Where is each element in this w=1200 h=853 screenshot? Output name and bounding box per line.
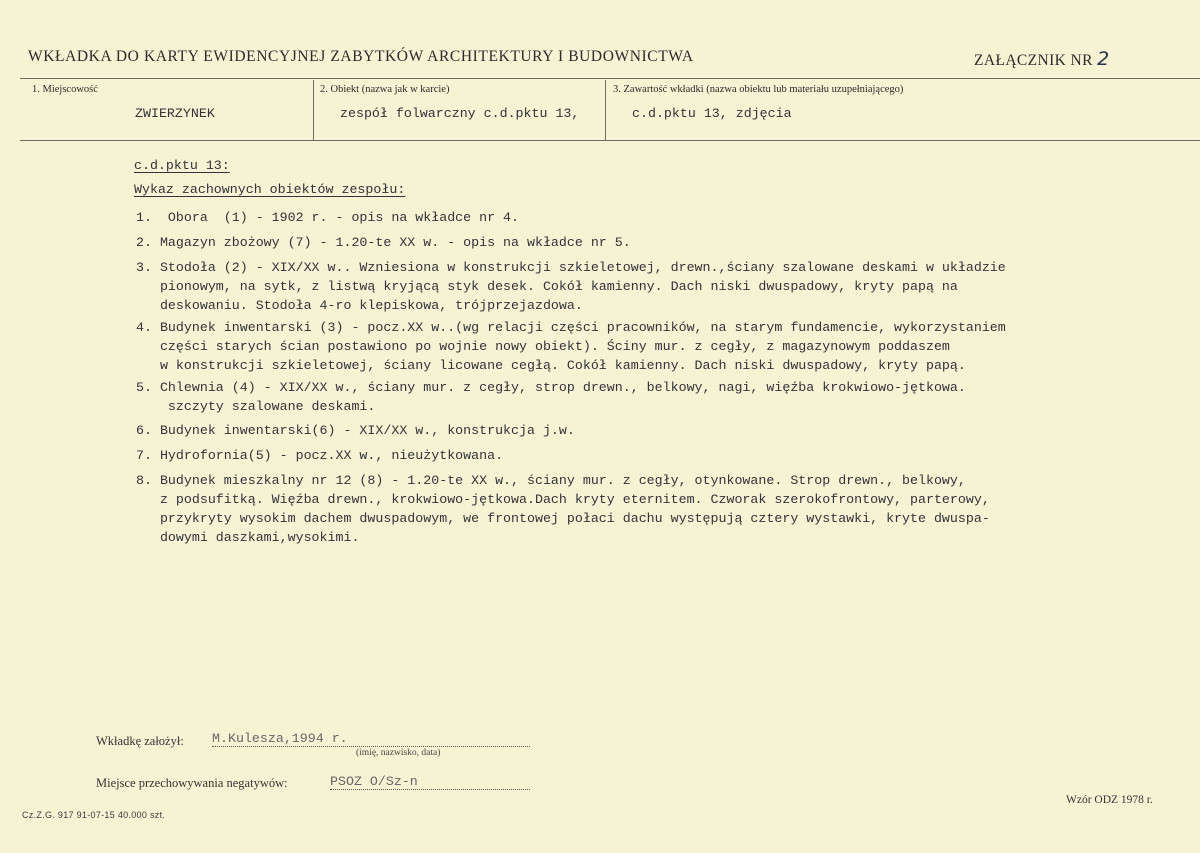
list-item-line: z podsufitką. Więźba drewn., krokwiowo-jętkowa.Dach kryty eternitem. Czworak szerokofrontowy, parterowy, <box>136 492 990 507</box>
founder-value: M.Kulesza,1994 r. <box>212 731 530 747</box>
list-item-line: deskowaniu. Stodoła 4-ro klepiskowa, trójprzejazdowa. <box>136 298 583 313</box>
form-model: Wzór ODZ 1978 r. <box>1066 794 1153 806</box>
list-item-line: 2. Magazyn zbożowy (7) - 1.20-te XX w. - opis na wkładce nr 5. <box>136 235 631 250</box>
list-item-8 <box>136 471 990 547</box>
object-label: 2. Obiekt (nazwa jak w karcie) <box>320 84 450 95</box>
list-item-7 <box>136 446 503 465</box>
list-item-line: przykryty wysokim dachem dwuspadowym, we frontowej połaci dachu występują cztery wystawki, kryte dwuspa- <box>136 511 990 526</box>
list-item-2 <box>136 233 631 252</box>
locality-label: 1. Miejscowość <box>32 84 98 95</box>
table-bottom-rule <box>20 140 1200 141</box>
list-item-1 <box>136 208 519 227</box>
list-heading: Wykaz zachownych obiektów zespołu: <box>134 182 406 197</box>
list-item-line: pionowym, na sytk, z listwą kryjącą styk desek. Cokół kamienny. Dach niski dwuspadowy, kryty papą na <box>136 279 958 294</box>
table-top-rule <box>20 78 1200 79</box>
contents-label: 3. Zawartość wkładki (nazwa obiektu lub materiału uzupełniającego) <box>613 84 904 95</box>
list-item-line: w konstrukcji szkieletowej, ściany licowane cegłą. Cokół kamienny. Dach niski dwuspadowy, kryty papą. <box>136 358 966 373</box>
list-item-line: 7. Hydrofornia(5) - pocz.XX w., nieużytkowana. <box>136 448 504 463</box>
attachment-label: ZAŁĄCZNIK NR <box>974 52 1093 69</box>
list-item-6 <box>136 421 575 440</box>
list-item-5 <box>136 378 966 416</box>
locality-value: ZWIERZYNEK <box>135 106 215 121</box>
list-item-line: 4. Budynek inwentarski (3) - pocz.XX w..(wg relacji części pracowników, na starym fundamencie, wykorzystaniem <box>136 320 1006 335</box>
object-value: zespół folwarczny c.d.pktu 13, <box>340 106 580 121</box>
list-item-line: dowymi daszkami,wysokimi. <box>136 530 360 545</box>
founder-caption: (imię, nazwisko, data) <box>356 748 441 758</box>
list-item-line: szczyty szalowane deskami. <box>136 399 376 414</box>
print-code: Cz.Z.G. 917 91-07-15 40.000 szt. <box>22 810 166 820</box>
list-item-3 <box>136 258 1006 315</box>
list-item-line: 6. Budynek inwentarski(6) - XIX/XX w., konstrukcja j.w. <box>136 423 575 438</box>
list-item-line: 1. Obora (1) - 1902 r. - opis na wkładce nr 4. <box>136 210 520 225</box>
attachment-number: 2 <box>1097 48 1110 70</box>
form-title: WKŁADKA DO KARTY EWIDENCYJNEJ ZABYTKÓW ARCHITEKTURY I BUDOWNICTWA <box>28 48 694 65</box>
table-divider-1 <box>313 80 314 140</box>
founder-label: Wkładkę założył: <box>96 734 184 748</box>
negatives-label: Miejsce przechowywania negatywów: <box>96 776 288 790</box>
section-heading: c.d.pktu 13: <box>134 158 230 173</box>
attachment-number-label <box>974 48 1110 70</box>
list-item-4 <box>136 318 1006 375</box>
table-divider-2 <box>605 80 606 140</box>
contents-value: c.d.pktu 13, zdjęcia <box>632 106 792 121</box>
negatives-value: PSOZ O/Sz-n <box>330 774 530 790</box>
list-item-line: części starych ścian postawiono po wojnie nowy obiekt). Ściny mur. z cegły, z magazynowym poddaszem <box>136 339 950 354</box>
list-item-line: 3. Stodoła (2) - XIX/XX w.. Wzniesiona w konstrukcji szkieletowej, drewn.,ściany szalowane deskami w układzie <box>136 260 1006 275</box>
list-item-line: 5. Chlewnia (4) - XIX/XX w., ściany mur. z cegły, strop drewn., belkowy, nagi, więźba krokwiowo-jętkowa. <box>136 380 966 395</box>
list-item-line: 8. Budynek mieszkalny nr 12 (8) - 1.20-te XX w., ściany mur. z cegły, otynkowane. Strop drewn., belkowy, <box>136 473 966 488</box>
